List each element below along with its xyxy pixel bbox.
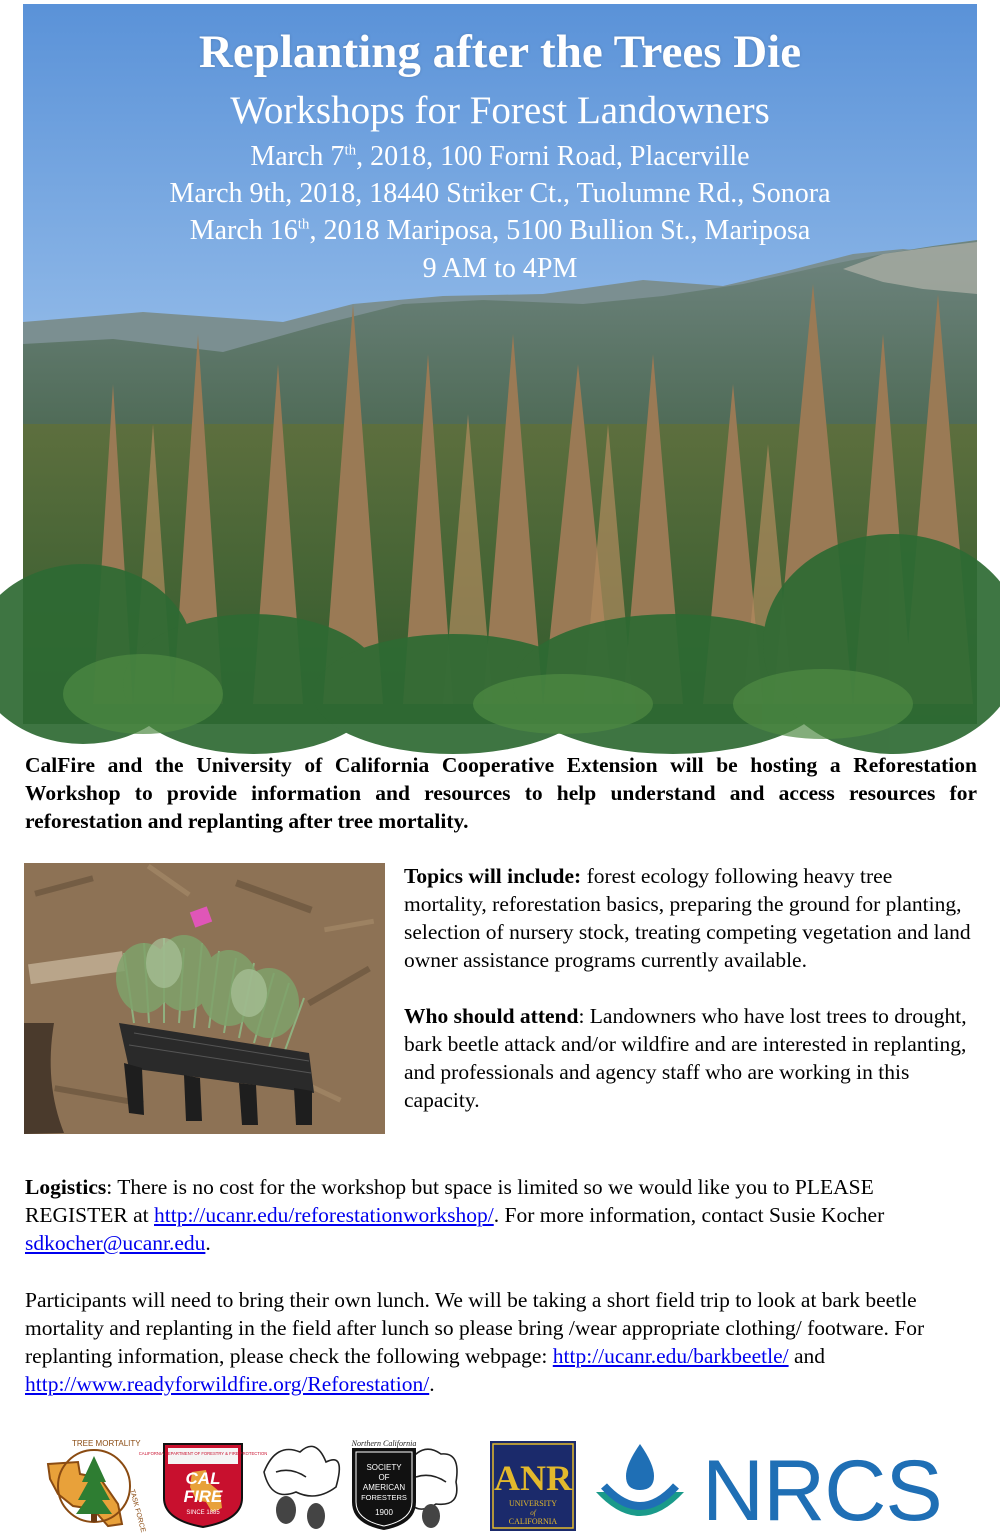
svg-text:SINCE 1885: SINCE 1885 <box>186 1510 220 1516</box>
calfire-logo <box>138 1442 268 1528</box>
svg-text:CAL: CAL <box>185 1469 221 1488</box>
date-line-mariposa: March 16th, 2018 Mariposa, 5100 Bullion St., Mariposa <box>189 215 811 246</box>
topics-column <box>404 862 977 1142</box>
svg-text:ANR: ANR <box>494 1458 572 1498</box>
intro-paragraph: CalFire and the University of California Cooperative Extension will be hosting a Reforestation Workshop to provide information and resources to help understand and access resources for reforestation and replanting after tree mortality. <box>25 753 977 833</box>
svg-text:Northern California: Northern California <box>351 1439 417 1448</box>
svg-text:TREE MORTALITY: TREE MORTALITY <box>72 1439 141 1448</box>
nrcs-logo <box>590 1440 977 1538</box>
svg-text:CALIFORNIA DEPARTMENT OF FORES: CALIFORNIA DEPARTMENT OF FORESTRY & FIRE PROTECTION <box>138 1451 268 1456</box>
date-line-placerville: March 7th, 2018, 100 Forni Road, Placerville <box>250 141 750 172</box>
participants-paragraph: Participants will need to bring their own lunch. We will be taking a short field trip to look at bark beetle mortality and replanting in the field after lunch so please bring /wear appropriate clothing/ footware. For replanting information, please check the following webpage: http://ucanr.edu/barkbeetle/ and http://www.readyforwildfire.org/Reforestation/. <box>25 1288 925 1396</box>
svg-text:1900: 1900 <box>375 1508 393 1517</box>
partner-logos <box>24 1432 977 1538</box>
logistics-label: Logistics <box>25 1175 107 1199</box>
svg-text:UNIVERSITY: UNIVERSITY <box>509 1499 557 1508</box>
attend-label: Who should attend <box>404 1004 579 1028</box>
svg-text:FORESTERS: FORESTERS <box>361 1493 407 1502</box>
seedling-tray-photo <box>24 863 385 1134</box>
topics-text: forest ecology following heavy tree mortality, reforestation basics, preparing the ground for planting, selection of nursery stock, treating competing vegetation and land owner assistance programs currently available. <box>404 864 971 972</box>
seedling-illustration <box>24 863 385 1134</box>
society-of-american-foresters-logo <box>256 1432 468 1532</box>
svg-text:of: of <box>530 1509 536 1517</box>
barkbeetle-link[interactable]: http://ucanr.edu/barkbeetle/ <box>552 1344 789 1368</box>
svg-text:OF: OF <box>378 1473 390 1482</box>
svg-text:AMERICAN: AMERICAN <box>362 1483 406 1492</box>
svg-text:SOCIETY: SOCIETY <box>366 1463 402 1472</box>
topics-paragraph <box>404 862 977 974</box>
register-link[interactable]: http://ucanr.edu/reforestationworkshop/ <box>154 1203 494 1227</box>
anr-university-of-california-logo <box>489 1440 577 1532</box>
topics-label: Topics will include: <box>404 864 582 888</box>
attend-paragraph <box>404 1002 977 1114</box>
reforestation-link[interactable]: http://www.readyforwildfire.org/Reforestation/ <box>25 1372 430 1396</box>
page-title: Replanting after the Trees Die <box>198 26 802 78</box>
date-line-sonora: March 9th, 2018, 18440 Striker Ct., Tuolumne Rd., Sonora <box>169 178 831 209</box>
svg-text:CALIFORNIA: CALIFORNIA <box>508 1517 558 1526</box>
attend-text: : Landowners who have lost trees to drought, bark beetle attack and/or wildfire and are interested in replanting, and professionals and agency staff who are working in this capacity. <box>404 1004 967 1112</box>
svg-text:TASK FORCE: TASK FORCE <box>128 1488 147 1534</box>
svg-text:NRCS: NRCS <box>702 1443 942 1538</box>
tree-mortality-task-force-logo <box>38 1434 148 1534</box>
page-subtitle: Workshops for Forest Landowners <box>230 89 770 132</box>
svg-text:FIRE: FIRE <box>183 1487 223 1506</box>
time-line: 9 AM to 4PM <box>422 253 578 284</box>
logistics-paragraph: Logistics: There is no cost for the workshop but space is limited so we would like you to PLEASE REGISTER at http://ucanr.edu/reforestationworkshop/. For more information, contact Susie Kocher sdkocher@ucanr.edu. <box>25 1175 885 1255</box>
hero-banner <box>23 4 977 722</box>
contact-email-link[interactable]: sdkocher@ucanr.edu <box>25 1231 206 1255</box>
